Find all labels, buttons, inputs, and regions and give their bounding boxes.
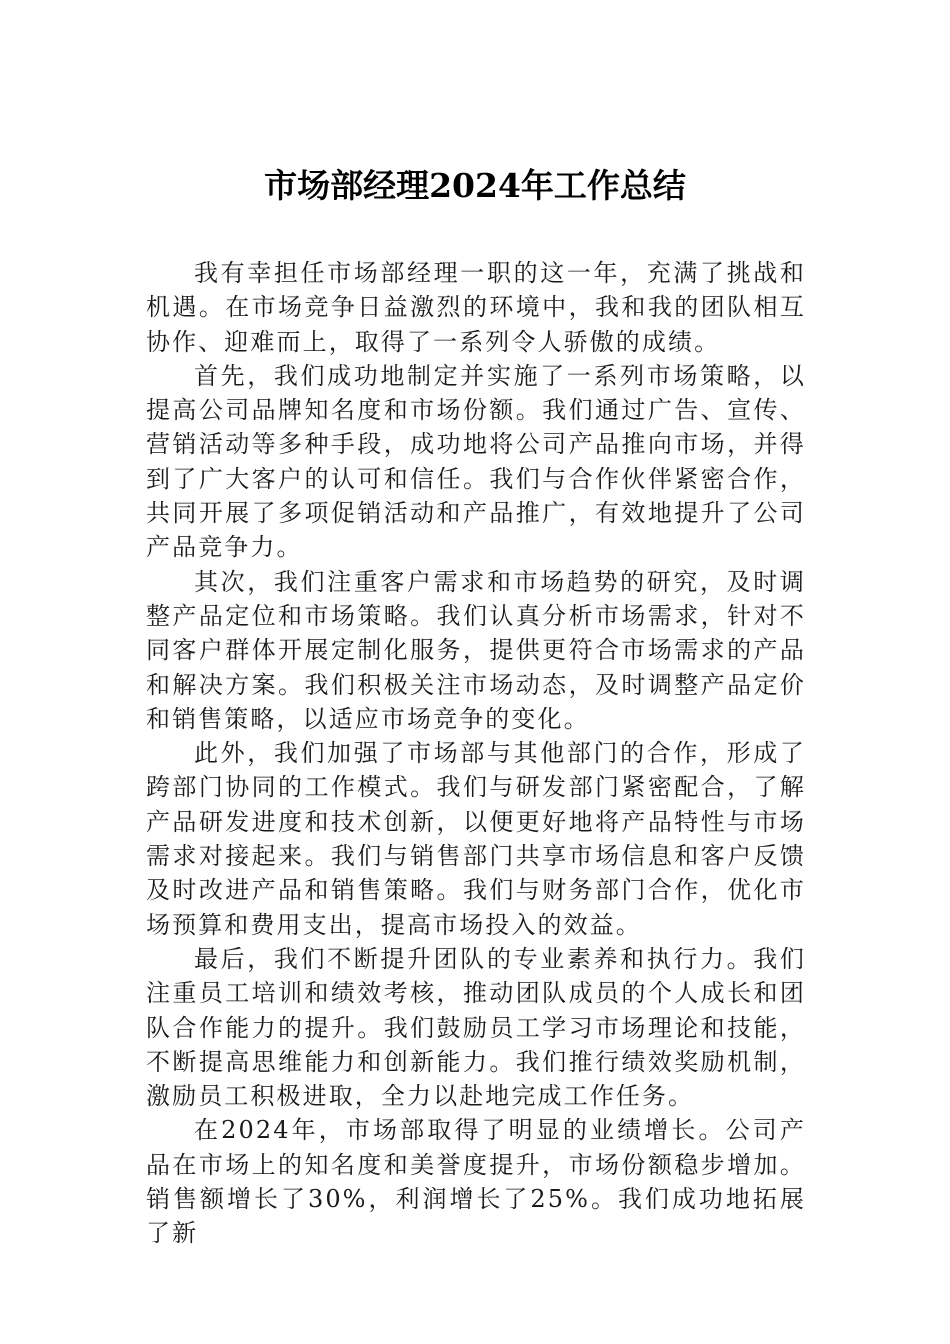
paragraph-team-building: 最后，我们不断提升团队的专业素养和执行力。我们注重员工培训和绩效考核，推动团队成员的个人成长和团队合作能力的提升。我们鼓励员工学习市场理论和技能，不断提高思维能力和创新能力。我们推行绩效奖励机制，激励员工积极进取，全力以赴地完成工作任务。: [146, 944, 806, 1111]
paragraph-customer-research: 其次，我们注重客户需求和市场趋势的研究，及时调整产品定位和市场策略。我们认真分析市场需求，针对不同客户群体开展定制化服务，提供更符合市场需求的产品和解决方案。我们积极关注市场动态，及时调整产品定价和销售策略，以适应市场竞争的变化。: [146, 567, 806, 733]
paragraph-results: 在2024年，市场部取得了明显的业绩增长。公司产品在市场上的知名度和美誉度提升，市场份额稳步增加。销售额增长了30%，利润增长了25%。我们成功地拓展了新: [146, 1116, 806, 1248]
document-title: 市场部经理2024年工作总结: [264, 166, 686, 205]
paragraph-cross-department: 此外，我们加强了市场部与其他部门的合作，形成了跨部门协同的工作模式。我们与研发部门紧密配合，了解产品研发进度和技术创新，以便更好地将产品特性与市场需求对接起来。我们与销售部门共享市场信息和客户反馈及时改进产品和销售策略。我们与财务部门合作，优化市场预算和费用支出，提高市场投入的效益。: [146, 739, 806, 939]
paragraph-strategy: 首先，我们成功地制定并实施了一系列市场策略，以提高公司品牌知名度和市场份额。我们通过广告、宣传、营销活动等多种手段，成功地将公司产品推向市场，并得到了广大客户的认可和信任。我们与合作伙伴紧密合作，共同开展了多项促销活动和产品推广，有效地提升了公司产品竞争力。: [146, 361, 806, 562]
document-body: [146, 256, 806, 1251]
paragraph-intro: 我有幸担任市场部经理一职的这一年，充满了挑战和机遇。在市场竞争日益激烈的环境中，我和我的团队相互协作、迎难而上，取得了一系列令人骄傲的成绩。: [146, 259, 806, 356]
